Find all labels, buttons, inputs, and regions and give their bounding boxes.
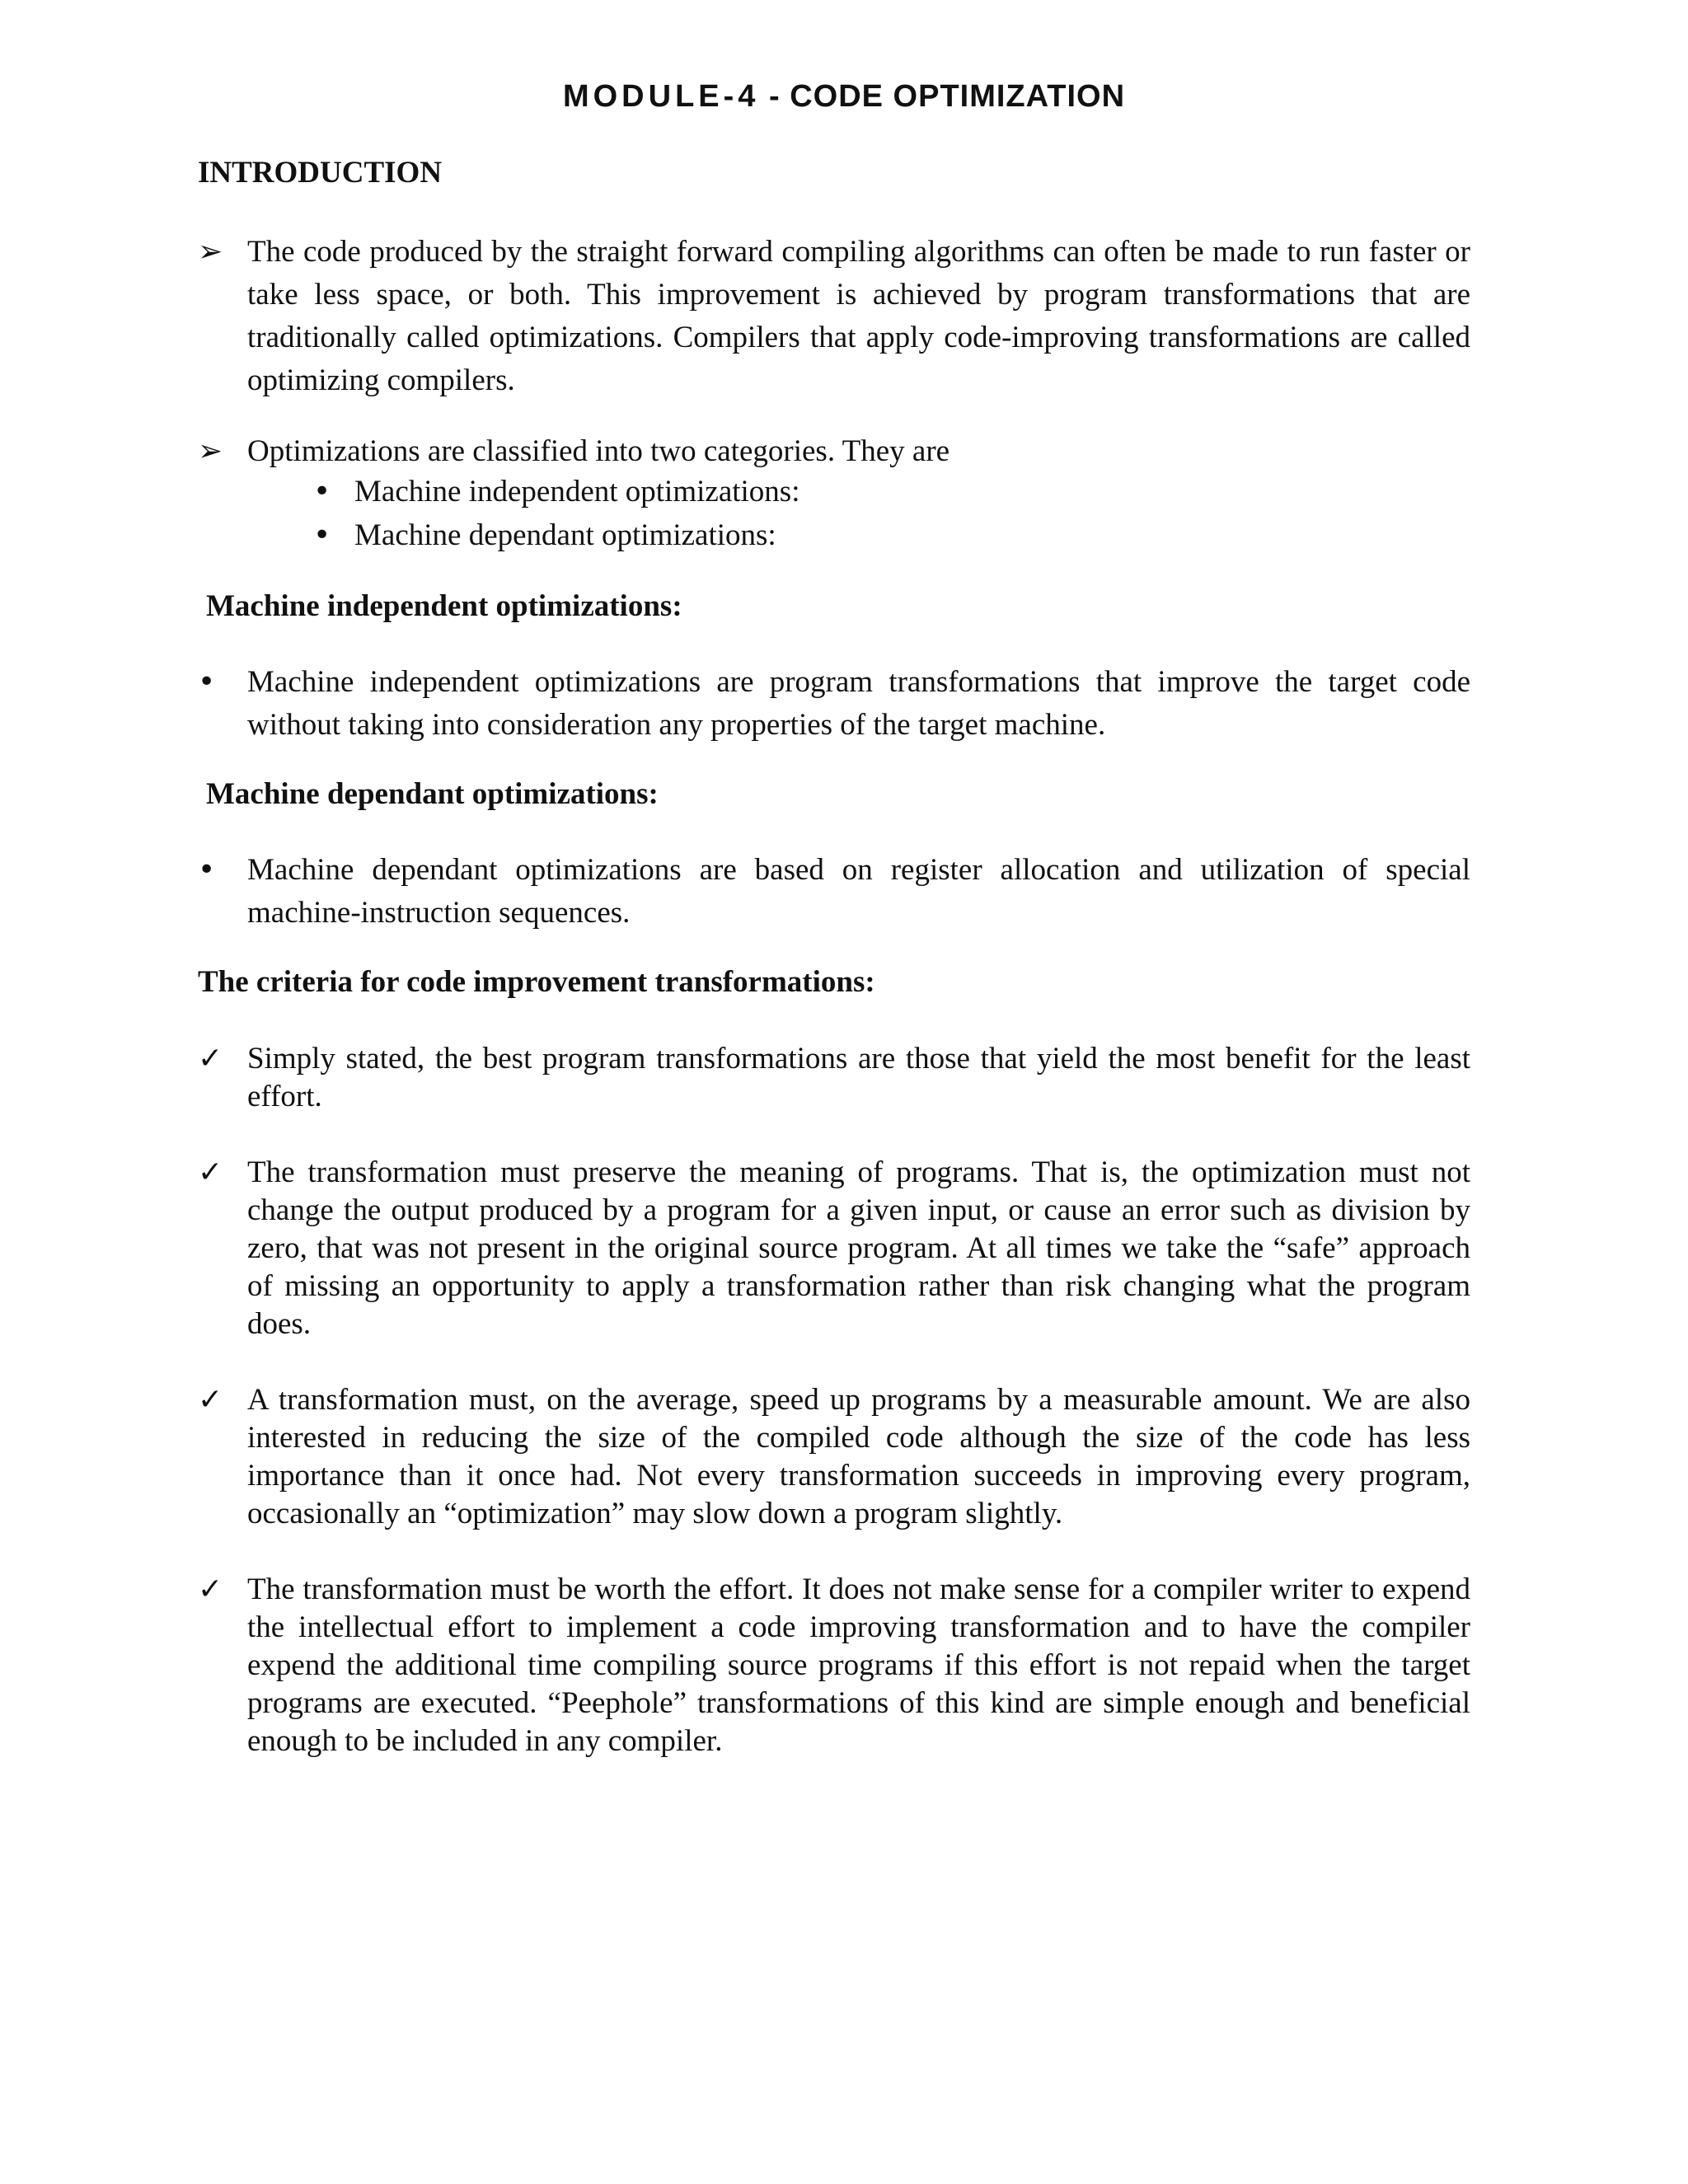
dot-bullet-icon: • — [198, 665, 216, 699]
dot-bullet-icon: • — [313, 518, 331, 552]
intro-paragraph-2: Optimizations are classified into two categories. They are — [247, 434, 950, 468]
category-item-1: Machine independent optimizations: — [354, 475, 800, 509]
checkmark-icon: ✓ — [198, 1155, 223, 1189]
machine-dependant-heading: Machine dependant optimizations: — [206, 777, 659, 811]
criteria-point-2: The transformation must preserve the meaning of programs. That is, the optimization must not change the output produced by a program for a given input, or cause an error such as division by zero, that was not present in the original source program. At all times we take the “safe” approach of missing an opportunity to apply a transformation rather than risk changing what the program does. — [247, 1155, 1470, 1341]
criteria-point-4: The transformation must be worth the effort. It does not make sense for a compiler writer to expend the intellectual effort to implement a code improving transformation and to have the compiler expend the additional time compiling source programs if this effort is not repaid when the target programs are executed. “Peephole” transformations of this kind are simple enough and beneficial enough to be included in any compiler. — [247, 1572, 1470, 1758]
intro-paragraph-1: The code produced by the straight forward compiling algorithms can often be made to run faster or take less space, or both. This improvement is achieved by program transformations that are traditionally called optimizations. Compilers that apply code-improving transformations are called optimizing compilers. — [247, 235, 1470, 397]
title-module-number: MODULE-4 — [562, 79, 760, 114]
machine-independent-text: Machine independent optimizations are program transformations that improve the target code without taking into consideration any properties of the target machine. — [247, 665, 1470, 742]
title-topic: - CODE OPTIMIZATION — [759, 79, 1126, 114]
page-title — [0, 79, 1688, 115]
checkmark-icon: ✓ — [198, 1383, 223, 1417]
criteria-point-3: A transformation must, on the average, speed up programs by a measurable amount. We are also interested in reducing the size of the compiled code although the size of the code has less importance than it once had. Not every transformation succeeds in improving every program, occasionally an “optimization” may slow down a program slightly. — [247, 1383, 1470, 1530]
criteria-heading: The criteria for code improvement transformations: — [198, 965, 875, 999]
checkmark-icon: ✓ — [198, 1042, 223, 1076]
arrow-bullet-icon: ➢ — [198, 434, 223, 468]
introduction-heading: INTRODUCTION — [198, 156, 443, 190]
checkmark-icon: ✓ — [198, 1572, 223, 1606]
criteria-point-1: Simply stated, the best program transformations are those that yield the most benefit for the least effort. — [247, 1042, 1470, 1113]
machine-dependant-text: Machine dependant optimizations are based on register allocation and utilization of special machine-instruction sequences. — [247, 853, 1470, 930]
arrow-bullet-icon: ➢ — [198, 235, 223, 269]
machine-independent-heading: Machine independent optimizations: — [206, 589, 682, 623]
category-item-2: Machine dependant optimizations: — [354, 518, 776, 552]
dot-bullet-icon: • — [313, 475, 331, 509]
dot-bullet-icon: • — [198, 853, 216, 887]
